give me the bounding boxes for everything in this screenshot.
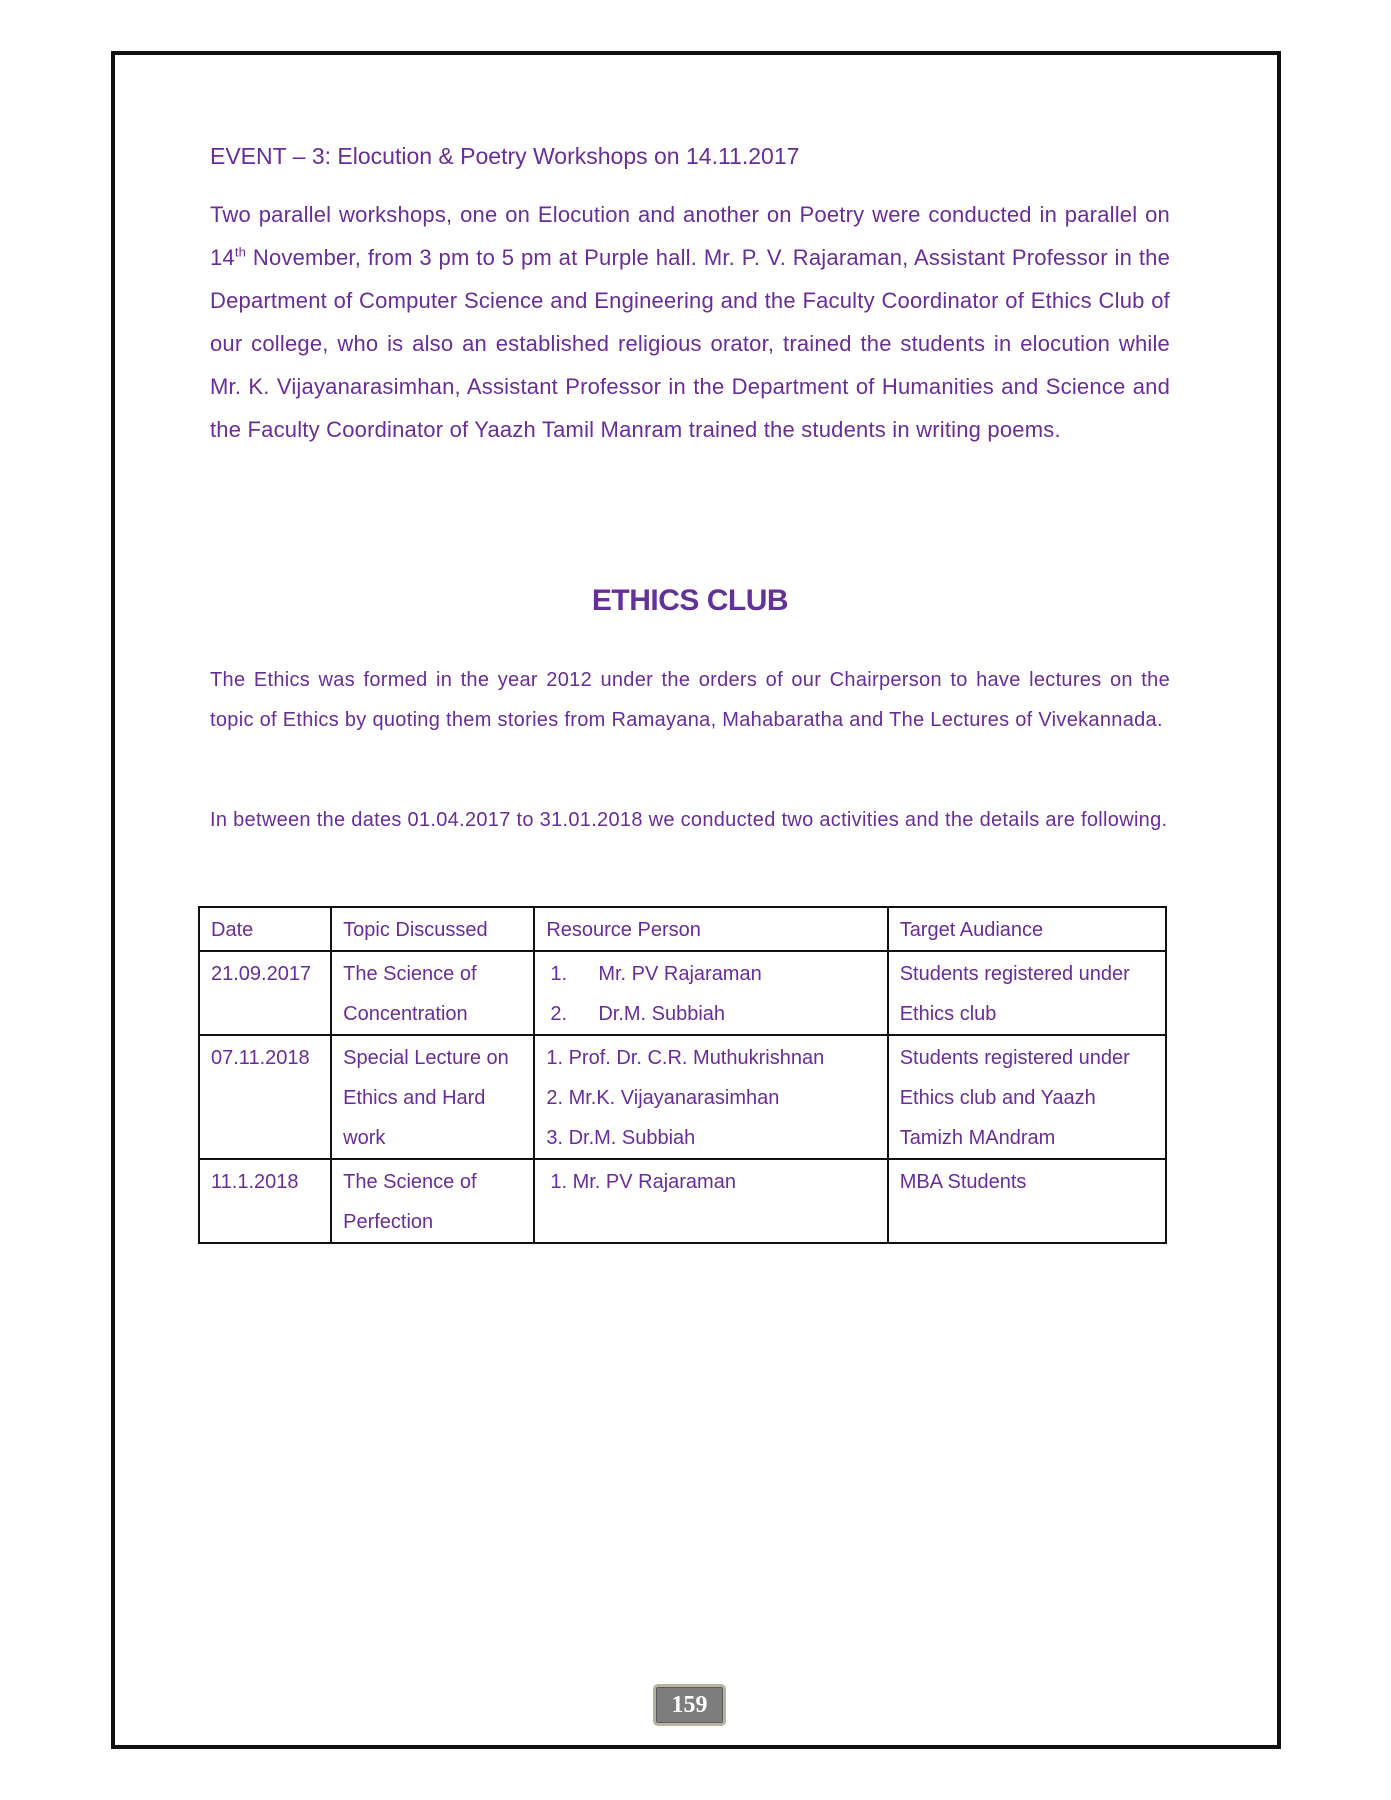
cell-resource-person [534,1159,887,1243]
topic-line: Concentration [343,1003,468,1025]
person-number: 2. [550,1003,568,1025]
person-line: 2. Mr.K. Vijayanarasimhan [546,1087,780,1109]
header-target-audience: Target Audiance [888,907,1166,951]
person-item [546,954,876,994]
header-topic: Topic Discussed [331,907,534,951]
table-row [199,1035,1166,1159]
target-line: Ethics club and Yaazh [899,1087,1096,1109]
target-line: Ethics club [899,1003,997,1025]
person-line: 1. Prof. Dr. C.R. Muthukrishnan [546,1047,825,1069]
cell-date: 11.1.2018 [199,1159,331,1243]
table-header-row [199,907,1166,951]
cell-topic [331,951,534,1035]
header-resource-person: Resource Person [534,907,887,951]
person-line: 1. Mr. PV Rajaraman [550,1171,736,1193]
topic-line: work [343,1127,386,1149]
person-name: Dr.M. Subbiah [598,1003,726,1025]
cell-target-audience [888,951,1166,1035]
club-intro-paragraph: The Ethics was formed in the year 2012 under the orders of our Chairperson to have lectures on the topic of Ethics by quoting them stories from Ramayana, Mahabaratha and The Lectures of Vivekannada. [210,669,1170,731]
event-description [210,193,1170,451]
target-line: Students registered under [899,1047,1130,1069]
topic-line: Perfection [343,1211,434,1233]
ordinal-suffix: th [234,244,247,260]
cell-topic [331,1035,534,1159]
person-number: 1. [550,963,568,985]
header-date: Date [199,907,331,951]
cell-date: 21.09.2017 [199,951,331,1035]
person-name: Mr. PV Rajaraman [598,963,762,985]
cell-resource-person [534,951,887,1035]
target-line: Students registered under [899,963,1130,985]
cell-target-audience [888,1159,1166,1243]
cell-resource-person [534,1035,887,1159]
section-title: ETHICS CLUB [591,584,789,617]
target-line: Tamizh MAndram [899,1127,1056,1149]
person-line: 3. Dr.M. Subbiah [546,1127,696,1149]
topic-line: Ethics and Hard [343,1087,486,1109]
event-heading: EVENT – 3: Elocution & Poetry Workshops on 14.11.2017 [210,143,800,169]
topic-line: The Science of [343,963,477,985]
target-line: MBA Students [899,1171,1027,1193]
activities-dates-paragraph: In between the dates 01.04.2017 to 31.01.2018 we conducted two activities and the details are following. [210,809,1168,831]
table-row [199,1159,1166,1243]
page-number-badge: 159 [653,1684,726,1726]
cell-topic [331,1159,534,1243]
activities-table [198,906,1167,1244]
topic-line: Special Lecture on [343,1047,509,1069]
event-text-rest: November, from 3 pm to 5 pm at Purple hall. Mr. P. V. Rajaraman, Assistant Professor in the Department of Computer Science and Engineering and the Faculty Coordinator of Ethics Club of our college, who is also an established religious orator, trained the students in elocution while Mr. K. Vijayanarasimhan, Assistant Professor in the Department of Humanities and Science and the Faculty Coordinator of Yaazh Tamil Manram trained the students in writing poems. [210,245,1170,442]
cell-date: 07.11.2018 [199,1035,331,1159]
event-text-start: Two parallel workshops, one on Elocution and another on Poetry were conducted in parallel on 14 [210,202,1170,270]
table-row [199,951,1166,1035]
person-item [546,994,876,1034]
cell-target-audience [888,1035,1166,1159]
topic-line: The Science of [343,1171,477,1193]
